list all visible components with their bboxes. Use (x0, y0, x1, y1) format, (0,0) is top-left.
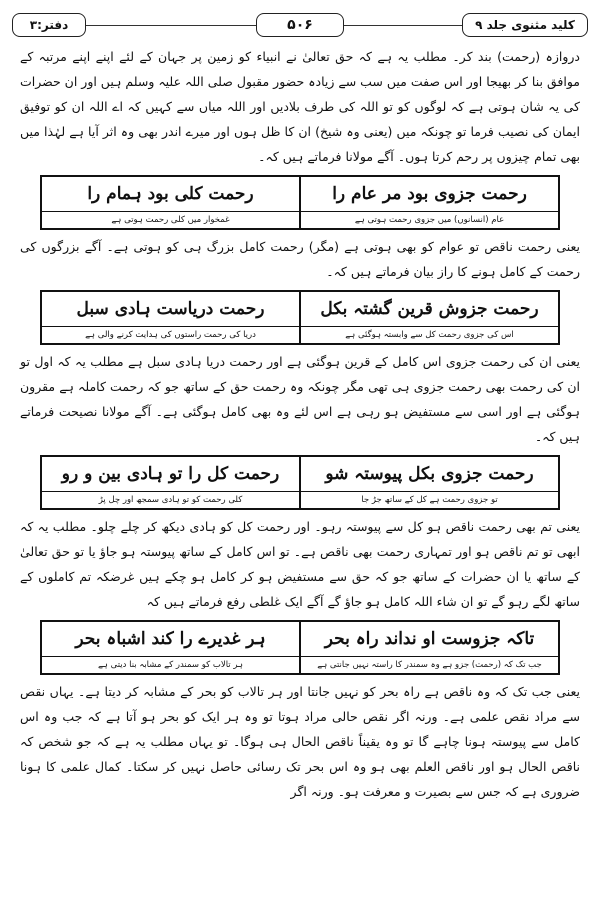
daftar-label: دفتر:۳ (12, 13, 86, 37)
paragraph: یعنی تم بھی رحمت ناقص ہو کل سے پیوستہ رہو۔ اور رحمت کل کو ہادی دیکھ کر چلے چلو۔ مطلب یہ کہ ابھی تو تم ناقص ہو اور تمہاری رحمت بھی ناقص ہے۔ تو اس کامل کے ساتھ پیوستہ ہو جاؤ یا تو حق تعالیٰ کے ساتھ یا ان حضرات کے ساتھ جو کہ حق سے مستفیض ہو کر کامل ہو چکے ہیں غرضکہ تم کاملوں کے ساتھ لگے رہو گے تو ان شاء اللہ کامل ہو جاؤ گے آگے ایک غلطی رفع فرماتے ہیں کہ (20, 519, 580, 609)
verse-hemistich-right: رحمت جزوی بکل پیوستہ شو (325, 464, 534, 484)
verse-translation-left: غمخوار میں کلی رحمت ہوتی ہے (42, 212, 301, 228)
verse-hemistich-left: رحمت کلی بود ہمام را (42, 177, 301, 211)
verse-box (40, 175, 560, 230)
book-title: کلید مثنوی جلد ۹ (462, 13, 588, 37)
verse-box (40, 620, 560, 675)
verse-hemistich-left: ہر غدیرے را کند اشباہ بحر (42, 622, 301, 656)
verse-hemistich-right: تاکہ جزوست او نداند راہ بحر (324, 629, 535, 649)
verse-translation-right: عام (انسانوں) میں جزوی رحمت ہوتی ہے (354, 215, 505, 225)
verse-translation-right: جب تک کہ (رحمت) جزو ہے وہ سمندر کا راستہ نہیں جانتی ہے (317, 660, 542, 670)
verse-translation-right: اس کی جزوی رحمت کل سے وابستہ ہوگئی ہے (345, 330, 514, 340)
verse-hemistich-right: رحمت جزوش قرین گشتہ بکل (320, 299, 539, 319)
page-number: ۵۰۶ (256, 13, 344, 37)
verse-hemistich-left: رحمت دریاست ہادی سبل (42, 292, 301, 326)
verse-translation-left: دریا کی رحمت راستوں کی ہدایت کرنے والی ہے (42, 327, 301, 343)
verse-translation-right: تو جزوی رحمت ہے کل کے ساتھ جڑ جا (361, 495, 498, 505)
paragraph: یعنی ان کی رحمت جزوی اس کامل کے قرین ہوگئی ہے اور رحمت دریا ہادی سبل ہے مطلب یہ کہ اول تو ان کی رحمت بھی رحمت جزوی ہی تھی مگر چونکہ وہ رحمت حق کے ساتھ جو کہ رحمت کاملہ ہے مقرون ہوگئی ہے اور اسی سے مستفیض ہو رہی ہے اس لئے وہ بھی کامل ہوگئی ہے۔ آگے مولانا نصیحت فرماتے ہیں کہ۔ (20, 354, 580, 444)
verse-hemistich-right: رحمت جزوی بود مر عام را (332, 184, 527, 204)
verse-hemistich-left: رحمت کل را تو ہادی بین و رو (42, 457, 301, 491)
paragraph: یعنی جب تک کہ وہ ناقص ہے راہ بحر کو نہیں جانتا اور ہر تالاب کو بحر کے مشابہ کر دیتا ہے۔ یہاں نقص سے مراد نقص علمی ہے۔ ورنہ اگر نقص حالی مراد ہوتا تو وہ ہر ایک کو بحر ہو آتا ہے کہ جب وہ اس کامل سے پیوستہ ہونا چاہے گا تو وہ یقیناً ناقص الحال ہی ہوگا۔ تو یہاں مطلب یہ ہے کہ جو شخص کہ ناقص الحال ہو اور ناقص العلم بھی ہو وہ اس بحر تک رسائی حاصل نہیں کر سکتا۔ کمال علمی کا ہونا ضروری ہے کہ جس سے بصیرت و معرفت ہو۔ ورنہ اگر (20, 684, 580, 799)
verse-box (40, 290, 560, 345)
verse-box (40, 455, 560, 510)
paragraph: دروازہ (رحمت) بند کر۔ مطلب یہ ہے کہ حق تعالیٰ نے انبیاء کو زمین پر جہان کے لئے اپنے اپنے مرتبہ کے موافق بنا کر بھیجا اور اس صفت میں سب سے زیادہ حضور مقبول صلی اللہ علیہ وسلم ہیں اور ان حضرات کی یہ شان ہوتی ہے کہ لوگوں کو تو اللہ کی طرف بلادیں اور اللہ میاں سے کہیں کہ اے اللہ ان کو توفیق ایمان کی نصیب فرما تو چونکہ میں (یعنی وہ شیخ) ان کا ظل ہوں اور میرے اندر بھی وہ اثر آیا ہے لہٰذا میں بھی تمام چیزوں پر رحم کرتا ہوں۔ آگے مولانا فرماتے ہیں کہ۔ (19, 49, 580, 164)
page-header (12, 10, 588, 40)
verse-translation-left: ہر تالاب کو سمندر کے مشابہ بنا دیتی ہے (42, 657, 301, 673)
paragraph: یعنی رحمت ناقص تو عوام کو بھی ہوتی ہے (مگر) رحمت کامل بزرگ ہی کو ہوتی ہے۔ آگے بزرگوں کی رحمت کے کامل ہونے کا راز بیان فرماتے ہیں کہ۔ (20, 239, 580, 279)
verse-translation-left: کلی رحمت کو تو ہادی سمجھ اور چل پڑ (42, 492, 301, 508)
